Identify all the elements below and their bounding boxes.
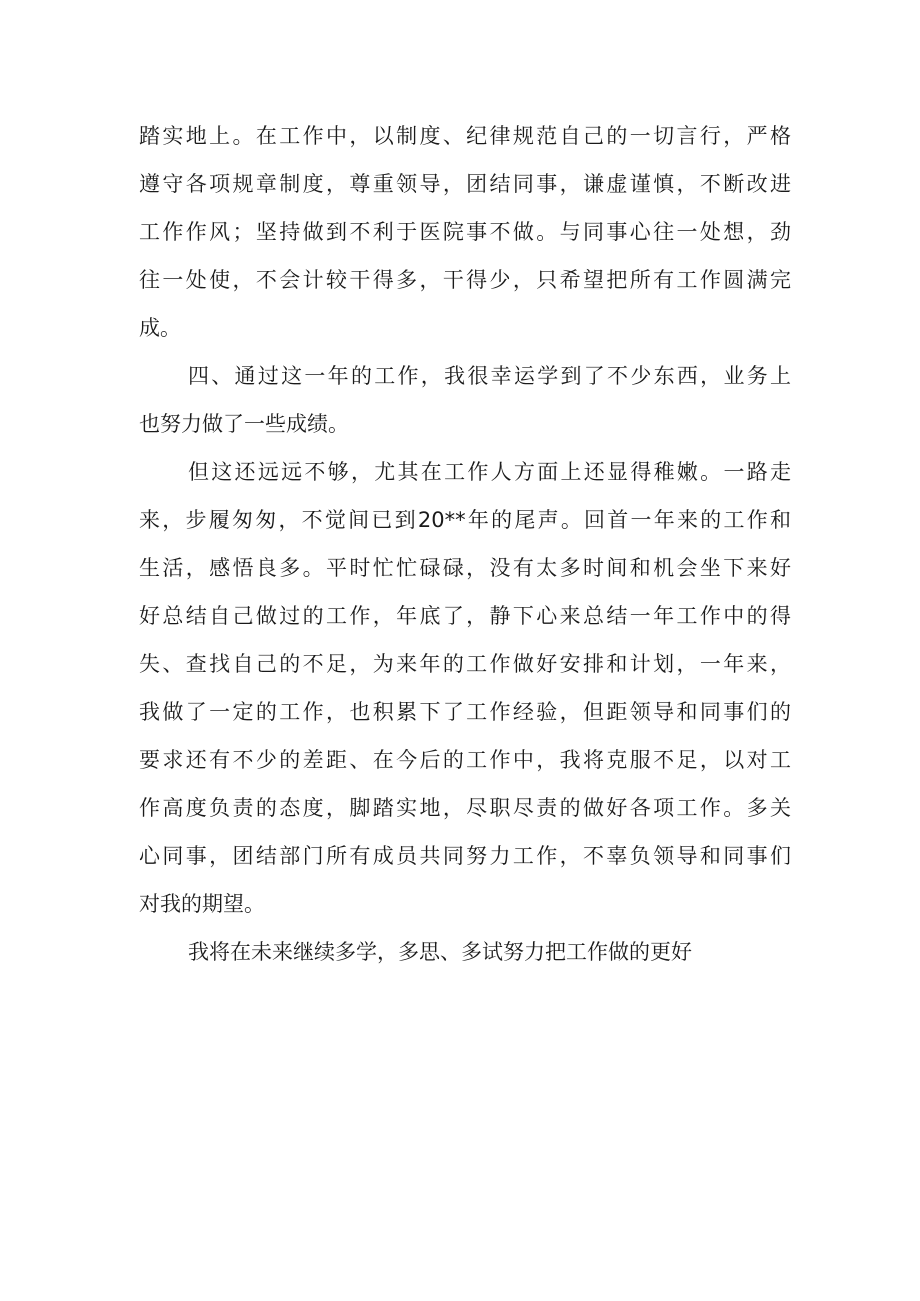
paragraph-line: 踏实地上。在工作中，以制度、纪律规范自己的一切言行，严格	[139, 124, 791, 148]
paragraph-line: 心同事，团结部门所有成员共同努力工作，不辜负领导和同事们	[139, 844, 791, 868]
paragraph-line: 作高度负责的态度，脚踏实地，尽职尽责的做好各项工作。多关	[139, 796, 791, 820]
paragraph-line: 要求还有不少的差距、在今后的工作中，我将克服不足，以对工	[139, 748, 791, 772]
paragraph-line: 四、通过这一年的工作，我很幸运学到了不少东西，业务上	[188, 364, 791, 388]
paragraph-1	[139, 112, 791, 352]
paragraph-line: 遵守各项规章制度，尊重领导，团结同事，谦虚谨慎，不断改进	[139, 172, 791, 196]
paragraph-line: 我将在未来继续多学，多思、多试努力把工作做的更好	[188, 940, 692, 964]
paragraph-4	[139, 928, 791, 976]
paragraph-line: 生活，感悟良多。平时忙忙碌碌，没有太多时间和机会坐下来好	[139, 556, 791, 580]
paragraph-line: 也努力做了一些成绩。	[139, 412, 349, 436]
paragraph-line: 对我的期望。	[139, 892, 265, 916]
paragraph-line: 工作作风；坚持做到不利于医院事不做。与同事心往一处想，劲	[139, 220, 791, 244]
paragraph-line: 失、查找自己的不足，为来年的工作做好安排和计划，一年来，	[139, 652, 791, 676]
paragraph-line: 好总结自己做过的工作，年底了，静下心来总结一年工作中的得	[139, 604, 791, 628]
document-body	[139, 112, 791, 976]
paragraph-3	[139, 448, 791, 928]
paragraph-line: 我做了一定的工作，也积累下了工作经验，但距领导和同事们的	[139, 700, 791, 724]
paragraph-line: 但这还远远不够，尤其在工作人方面上还显得稚嫩。一路走	[188, 460, 791, 484]
paragraph-2	[139, 352, 791, 448]
paragraph-line: 往一处使，不会计较干得多，干得少，只希望把所有工作圆满完	[139, 268, 791, 292]
paragraph-line: 成。	[139, 316, 181, 340]
paragraph-line: 来，步履匆匆，不觉间已到20**年的尾声。回首一年来的工作和	[139, 508, 791, 532]
